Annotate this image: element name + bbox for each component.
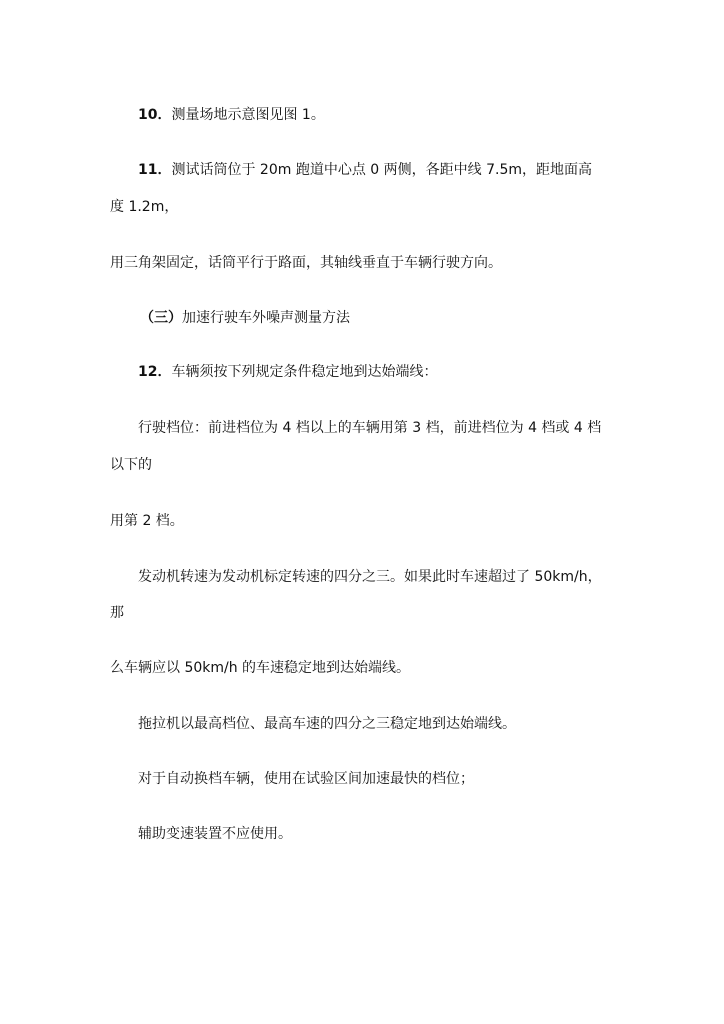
section-heading <box>140 308 350 328</box>
paragraph-11 <box>138 160 592 180</box>
paragraph-text: 测试话筒位于 20m 跑道中心点 0 两侧，各距中线 7.5m，距地面高 <box>171 162 592 178</box>
paragraph-line: 那 <box>110 605 124 621</box>
paragraph-line: 用三角架固定，话筒平行于路面，其轴线垂直于车辆行驶方向。 <box>110 255 502 271</box>
paragraph-line: 度 1.2m， <box>110 199 179 215</box>
paragraph-number: 11． <box>138 162 172 178</box>
paragraph-line: 行驶档位：前进档位为 4 档以上的车辆用第 3 档，前进档位为 4 档或 4 档 <box>138 420 602 436</box>
paragraph-line: 拖拉机以最高档位、最高车速的四分之三稳定地到达始端线。 <box>138 716 516 732</box>
paragraph-line: 对于自动换档车辆，使用在试验区间加速最快的档位； <box>138 771 474 787</box>
paragraph-line: 辅助变速装置不应使用。 <box>138 826 292 842</box>
paragraph-10 <box>138 105 325 125</box>
paragraph-line: 以下的 <box>110 457 152 473</box>
paragraph-number: 10． <box>138 107 172 123</box>
section-title: 加速行驶车外噪声测量方法 <box>182 310 350 326</box>
paragraph-line: 发动机转速为发动机标定转速的四分之三。如果此时车速超过了 50km/h， <box>138 569 602 585</box>
section-number: （三） <box>140 310 182 326</box>
paragraph-text: 车辆须按下列规定条件稳定地到达始端线： <box>171 364 438 380</box>
paragraph-line: 么车辆应以 50km/h 的车速稳定地到达始端线。 <box>110 660 411 676</box>
paragraph-12 <box>138 362 437 382</box>
paragraph-text: 测量场地示意图见图 1。 <box>171 107 325 123</box>
paragraph-number: 12． <box>138 364 172 380</box>
paragraph-line: 用第 2 档。 <box>110 513 184 529</box>
